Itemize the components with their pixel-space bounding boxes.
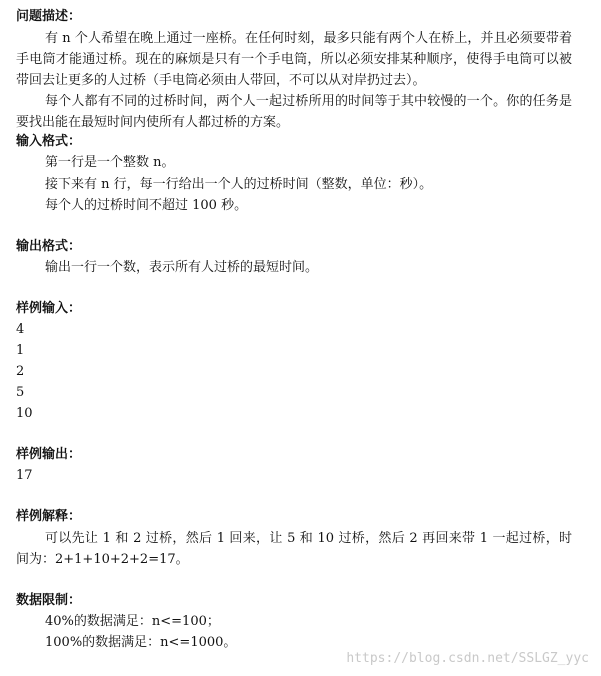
output-format-line-1: 输出一行一个数，表示所有人过桥的最短时间。 xyxy=(45,260,319,275)
sample-input-heading: 样例输入： xyxy=(16,301,82,316)
input-format-line-2: 接下来有 n 行，每一行给出一个人的过桥时间（整数，单位：秒）。 xyxy=(45,177,433,192)
data-limits-line-1: 40%的数据满足：n<=100； xyxy=(45,614,220,629)
sample-explanation-heading: 样例解释： xyxy=(16,509,82,524)
sample-input-line: 2 xyxy=(16,364,25,379)
sample-input-line: 4 xyxy=(16,322,25,337)
data-limits-heading: 数据限制： xyxy=(16,593,82,608)
sample-input-line: 5 xyxy=(16,385,25,400)
sample-output-heading: 样例输出： xyxy=(16,447,82,462)
input-format-line-1: 第一行是一个整数 n。 xyxy=(45,155,175,170)
problem-heading: 问题描述： xyxy=(16,9,82,24)
problem-paragraph-2: 每个人都有不同的过桥时间，两个人一起过桥所用的时间等于其中较慢的一个。你的任务是要找出能在最短时间内使所有人都过桥的方案。 xyxy=(16,94,572,130)
sample-output-value: 17 xyxy=(16,468,33,483)
data-limits-line-2: 100%的数据满足：n<=1000。 xyxy=(45,635,237,650)
input-format-heading: 输入格式： xyxy=(16,134,82,149)
sample-input-line: 1 xyxy=(16,343,25,358)
sample-explanation-text: 可以先让 1 和 2 过桥，然后 1 回来，让 5 和 10 过桥，然后 2 再回来带 1 一起过桥，时间为：2+1+10+2+2=17。 xyxy=(16,531,572,567)
sample-input-line: 10 xyxy=(16,406,33,421)
output-format-heading: 输出格式： xyxy=(16,239,82,254)
blog-watermark: https://blog.csdn.net/SSLGZ_yyc xyxy=(346,651,589,666)
problem-paragraph-1: 有 n 个人希望在晚上通过一座桥。在任何时刻，最多只能有两个人在桥上，并且必须要带着手电筒才能通过桥。现在的麻烦是只有一个手电筒，所以必须安排某种顺序，使得手电筒可以被带回去让更多的人过桥（手电筒必须由人带回，不可以从对岸扔过去）。 xyxy=(16,31,572,88)
input-format-line-3: 每个人的过桥时间不超过 100 秒。 xyxy=(45,198,248,213)
